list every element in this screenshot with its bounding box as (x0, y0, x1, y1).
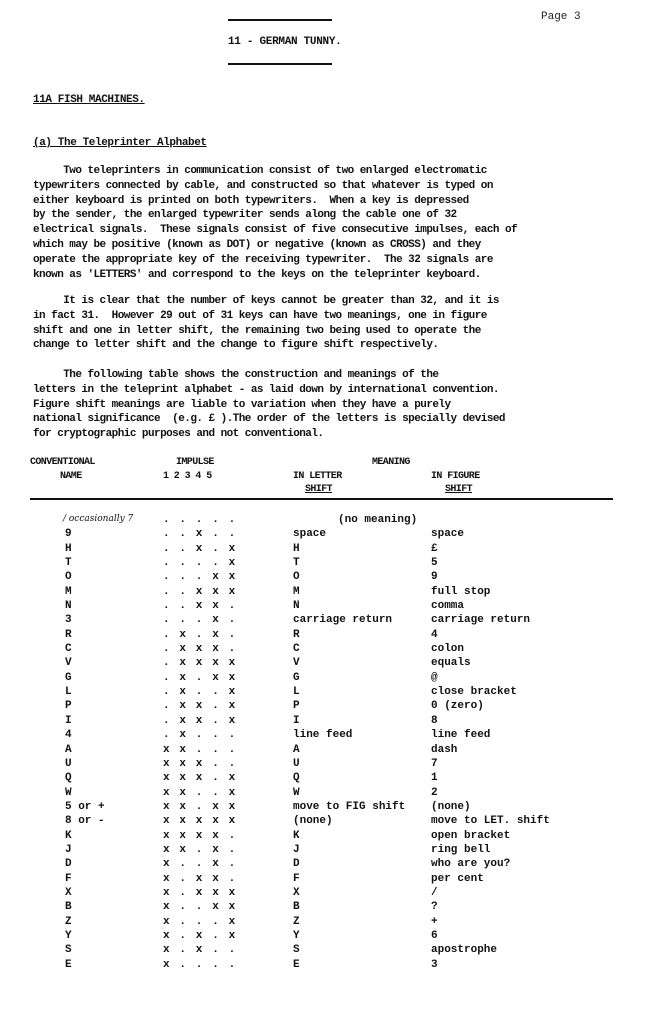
paragraph-line: for cryptographic purposes and not conventional. (33, 428, 324, 441)
header-impulse-numbers: 1 2 3 4 5 (163, 471, 212, 482)
table-row (0, 772, 650, 786)
conventional-name-cell: H (65, 542, 72, 555)
letter-shift-cell: Y (293, 929, 300, 942)
paragraph-line: either keyboard is printed on both typewriters. When a key is depressed (33, 194, 469, 207)
impulse-cell: x x . . x (163, 786, 237, 799)
table-row (0, 887, 650, 901)
figure-shift-cell: apostrophe (431, 944, 498, 957)
figure-shift-cell: 1 (431, 772, 438, 785)
figure-shift-cell: 5 (431, 557, 438, 570)
impulse-cell: . x . . x (163, 686, 237, 699)
table-row (0, 528, 650, 542)
table-row (0, 873, 650, 887)
header-impulse: IMPULSE (176, 457, 214, 468)
letter-shift-cell: L (293, 686, 300, 699)
impulse-cell: . . . . x (163, 557, 237, 570)
figure-shift-cell: 9 (431, 571, 438, 584)
table-row (0, 514, 650, 528)
impulse-cell: . . x . . (163, 528, 237, 541)
table-row (0, 844, 650, 858)
figure-shift-cell: 7 (431, 757, 438, 770)
impulse-cell: . . x x x (163, 585, 237, 598)
impulse-cell: x . x . x (163, 929, 237, 942)
table-row (0, 600, 650, 614)
conventional-name-cell: B (65, 901, 72, 914)
conventional-name-cell: X (65, 886, 72, 899)
conventional-name-cell: D (65, 858, 72, 871)
letter-shift-cell: carriage return (293, 614, 393, 627)
paragraph-line: by the sender, the enlarged typewriter sends along the cable one of 32 (33, 209, 457, 222)
impulse-cell: . x x . x (163, 714, 237, 727)
letter-shift-cell: M (293, 585, 300, 598)
conventional-name-cell: 8 or - (65, 815, 105, 828)
letter-shift-cell: J (293, 843, 300, 856)
impulse-cell: . x x x x (163, 657, 237, 670)
conventional-name-cell: O (65, 571, 72, 584)
conventional-name-cell: P (65, 700, 72, 713)
letter-shift-cell: D (293, 858, 300, 871)
letter-shift-cell: E (293, 958, 300, 971)
impulse-cell: x . x x x (163, 886, 237, 899)
impulse-cell: x x . x . (163, 843, 237, 856)
paragraph-line: Figure shift meanings are liable to variation when they have a purely (33, 398, 451, 411)
figure-shift-cell: ring bell (431, 843, 491, 856)
figure-shift-cell: dash (431, 743, 458, 756)
figure-shift-cell: £ (431, 542, 438, 555)
paragraph-table-intro (33, 368, 623, 442)
conventional-name-cell: F (65, 872, 72, 885)
letter-shift-cell: line feed (293, 729, 353, 742)
conventional-name-cell: N (65, 600, 72, 613)
conventional-name-cell: V (65, 657, 72, 670)
letter-shift-cell: B (293, 901, 300, 914)
table-row (0, 586, 650, 600)
subsection-title: (a) The Teleprinter Alphabet (33, 137, 207, 149)
letter-shift-cell: A (293, 743, 300, 756)
table-row (0, 901, 650, 915)
table-row (0, 672, 650, 686)
title-rule-bottom (228, 63, 332, 65)
paragraph-line: letters in the teleprint alphabet - as laid down by international convention. (33, 383, 499, 396)
paragraph-line: shift and one in letter shift, the remaining two being used to operate the (33, 324, 481, 337)
table-row (0, 614, 650, 628)
title-rule-top (228, 19, 332, 21)
table-row (0, 815, 650, 829)
paragraph-line: The following table shows the construction and meanings of the (33, 369, 439, 381)
conventional-name-cell: L (65, 686, 72, 699)
impulse-cell: . . x . x (163, 542, 237, 555)
letter-shift-cell: T (293, 557, 300, 570)
figure-shift-cell: who are you? (431, 858, 511, 871)
letter-shift-cell: F (293, 872, 300, 885)
letter-shift-cell: I (293, 714, 300, 727)
figure-shift-cell: 3 (431, 958, 438, 971)
conventional-name-cell: I (65, 714, 72, 727)
table-row (0, 858, 650, 872)
table-row (0, 629, 650, 643)
table-row (0, 686, 650, 700)
impulse-cell: . x x . x (163, 700, 237, 713)
figure-shift-cell: + (431, 915, 438, 928)
letter-shift-cell: P (293, 700, 300, 713)
figure-shift-cell: @ (431, 671, 438, 684)
chapter-title: 11 - GERMAN TUNNY. (228, 36, 342, 48)
letter-shift-cell: X (293, 886, 300, 899)
paragraph-line: which may be positive (known as DOT) or negative (known as CROSS) and they (33, 238, 481, 251)
conventional-name-cell: M (65, 585, 72, 598)
header-conventional: CONVENTIONAL (30, 457, 95, 468)
table-row (0, 657, 650, 671)
table-row (0, 543, 650, 557)
table-row (0, 729, 650, 743)
meaning-span-cell: (no meaning) (338, 514, 418, 526)
impulse-cell: x . . . . (163, 958, 237, 971)
letter-shift-cell: H (293, 542, 300, 555)
figure-shift-cell: (none) (431, 800, 471, 813)
figure-shift-cell: 0 (zero) (431, 700, 484, 713)
letter-shift-cell: C (293, 643, 300, 656)
conventional-name-cell: 3 (65, 614, 72, 627)
impulse-cell: x x x . x (163, 772, 237, 785)
header-letter-shift: IN LETTER (293, 471, 342, 482)
impulse-cell: x . . x . (163, 858, 237, 871)
letter-shift-cell: (none) (293, 815, 333, 828)
impulse-cell: . x x x . (163, 643, 237, 656)
conventional-name-cell: C (65, 643, 72, 656)
figure-shift-cell: 6 (431, 929, 438, 942)
table-row (0, 643, 650, 657)
impulse-cell: x . x x . (163, 872, 237, 885)
paragraph-line: national significance (e.g. £ ).The order of the letters is specially devised (33, 413, 505, 426)
impulse-cell: x x x x x (163, 815, 237, 828)
impulse-cell: . . x x . (163, 600, 237, 613)
impulse-cell: . . . x . (163, 614, 237, 627)
letter-shift-cell: G (293, 671, 300, 684)
paragraph-line: It is clear that the number of keys cannot be greater than 32, and it is (33, 295, 499, 307)
letter-shift-cell: W (293, 786, 300, 799)
figure-shift-cell: space (431, 528, 465, 541)
impulse-cell: x x . . . (163, 743, 237, 756)
header-meaning: MEANING (372, 457, 410, 468)
impulse-cell: . x . x x (163, 671, 237, 684)
figure-shift-cell: per cent (431, 872, 484, 885)
table-row (0, 787, 650, 801)
table-row (0, 715, 650, 729)
table-row (0, 744, 650, 758)
conventional-name-cell: W (65, 786, 72, 799)
figure-shift-cell: colon (431, 643, 465, 656)
header-figure-shift-2: SHIFT (445, 484, 473, 495)
table-row (0, 571, 650, 585)
figure-shift-cell: full stop (431, 585, 491, 598)
table-row (0, 700, 650, 714)
header-rule (30, 498, 613, 500)
impulse-cell: x . . . x (163, 915, 237, 928)
table-row (0, 959, 650, 973)
figure-shift-cell: line feed (431, 729, 491, 742)
impulse-cell: x . . x x (163, 901, 237, 914)
figure-shift-cell: 2 (431, 786, 438, 799)
section-title: 11A FISH MACHINES. (33, 94, 145, 106)
paragraph-intro (33, 164, 623, 282)
figure-shift-cell: ? (431, 901, 438, 914)
header-name: NAME (60, 471, 82, 482)
letter-shift-cell: Z (293, 915, 300, 928)
letter-shift-cell: V (293, 657, 300, 670)
table-row (0, 758, 650, 772)
conventional-name-cell: E (65, 958, 72, 971)
impulse-cell: x x x x . (163, 829, 237, 842)
figure-shift-cell: / (431, 886, 438, 899)
figure-shift-cell: close bracket (431, 686, 517, 699)
paragraph-line: operate the appropriate key of the receiving typewriter. The 32 signals are (33, 253, 493, 266)
table-row (0, 930, 650, 944)
impulse-cell: x x . x x (163, 800, 237, 813)
conventional-name-cell: 9 (65, 528, 72, 541)
figure-shift-cell: open bracket (431, 829, 511, 842)
conventional-name-cell: 5 or + (65, 800, 105, 813)
conventional-name-cell: Z (65, 915, 72, 928)
table-row (0, 830, 650, 844)
header-figure-shift: IN FIGURE (431, 471, 480, 482)
impulse-cell: . x . . . (163, 729, 237, 742)
conventional-name-cell: U (65, 757, 72, 770)
conventional-name-cell: A (65, 743, 72, 756)
table-row (0, 944, 650, 958)
impulse-cell: x . x . . (163, 944, 237, 957)
paragraph-line: electrical signals. These signals consist of five consecutive impulses, each of (33, 224, 518, 237)
conventional-name-cell: T (65, 557, 72, 570)
figure-shift-cell: 4 (431, 628, 438, 641)
table-row (0, 801, 650, 815)
paragraph-line: known as 'LETTERS' and correspond to the keys on the teleprinter keyboard. (33, 268, 481, 281)
figure-shift-cell: carriage return (431, 614, 531, 627)
teleprinter-table (0, 514, 650, 973)
letter-shift-cell: move to FIG shift (293, 800, 406, 813)
letter-shift-cell: K (293, 829, 300, 842)
letter-shift-cell: space (293, 528, 327, 541)
page-number: Page 3 (541, 11, 581, 23)
figure-shift-cell: move to LET. shift (431, 815, 550, 828)
header-letter-shift-2: SHIFT (305, 484, 333, 495)
conventional-name-cell: Y (65, 929, 72, 942)
table-row (0, 557, 650, 571)
figure-shift-cell: comma (431, 600, 465, 613)
impulse-cell: . . . . . (163, 514, 237, 526)
impulse-cell: . x . x . (163, 628, 237, 641)
letter-shift-cell: R (293, 628, 300, 641)
conventional-name-cell: Q (65, 772, 72, 785)
figure-shift-cell: equals (431, 657, 471, 670)
conventional-name-cell: 4 (65, 729, 72, 742)
table-row (0, 916, 650, 930)
letter-shift-cell: S (293, 944, 300, 957)
conventional-name-cell: G (65, 671, 72, 684)
impulse-cell: x x x . . (163, 757, 237, 770)
conventional-name-cell: S (65, 944, 72, 957)
paragraph-line: change to letter shift and the change to figure shift respectively. (33, 339, 439, 352)
conventional-name-cell: J (65, 843, 72, 856)
paragraph-line: Two teleprinters in communication consist of two enlarged electromatic (33, 165, 487, 177)
impulse-cell: . . . x x (163, 571, 237, 584)
letter-shift-cell: U (293, 757, 300, 770)
paragraph-line: in fact 31. However 29 out of 31 keys can have two meanings, one in figure (33, 309, 487, 322)
letter-shift-cell: N (293, 600, 300, 613)
conventional-name-cell: R (65, 628, 72, 641)
figure-shift-cell: 8 (431, 714, 438, 727)
conventional-name-cell: / occasionally 7 (63, 514, 134, 524)
letter-shift-cell: Q (293, 772, 300, 785)
conventional-name-cell: K (65, 829, 72, 842)
letter-shift-cell: O (293, 571, 300, 584)
paragraph-keys (33, 294, 623, 353)
paragraph-line: typewriters connected by cable, and constructed so that whatever is typed on (33, 179, 493, 192)
